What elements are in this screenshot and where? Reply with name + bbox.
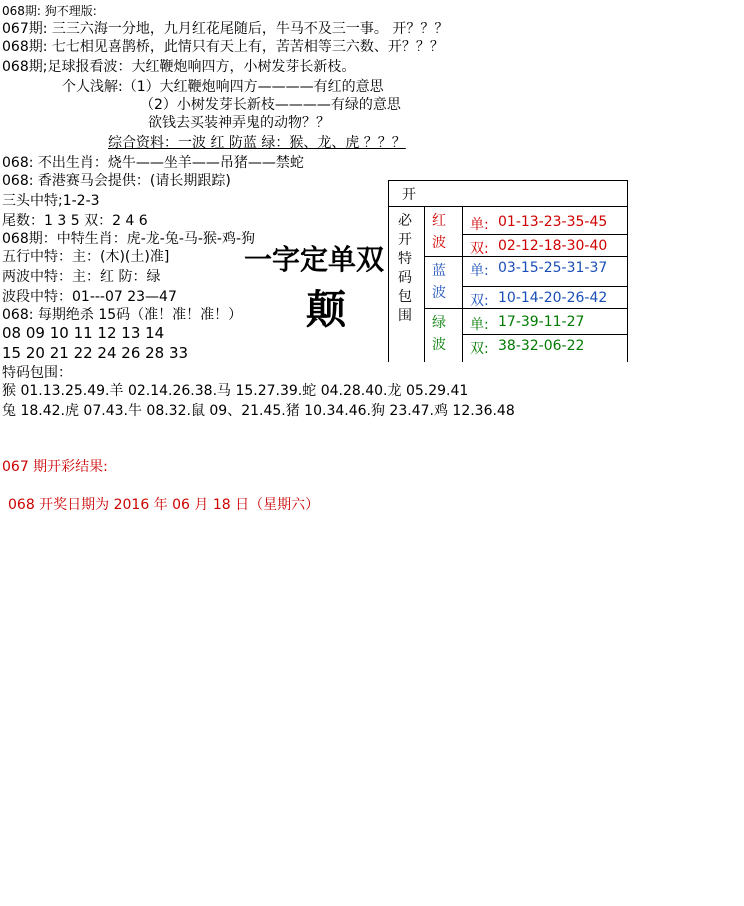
- red-even-numbers: 02-12-18-30-40: [498, 238, 608, 254]
- green-wave-label: 绿波: [432, 315, 446, 353]
- issue-title: 068期: 狗不理版:: [2, 4, 97, 18]
- table-header: 开: [402, 187, 416, 203]
- excluded-zodiac: 068: 不出生肖：烧牛——坐羊——吊猪——禁蛇: [2, 155, 304, 171]
- blue-wave-label: 蓝波: [432, 263, 446, 301]
- green-odd-numbers: 17-39-11-27: [498, 314, 585, 330]
- blue-even-tag: 双:: [470, 293, 489, 309]
- green-even-tag: 双:: [470, 341, 489, 357]
- kill-15-header: 068: 每期绝杀 15码（准！准！准！）: [2, 307, 243, 323]
- jockey-club-header: 068: 香港赛马会提供：(请长期跟踪): [2, 173, 231, 189]
- interpretation-1: 个人浅解:（1）大红鞭炮响四方————有红的意思: [62, 79, 384, 95]
- zodiac-picks: 068期：中特生肖：虎-龙-兔-马-猴-鸡-狗: [2, 231, 256, 247]
- question-line: 欲钱去买装神弄鬼的动物？？: [148, 115, 330, 131]
- riddle-068: 068期: 七七相见喜鹊桥，此情只有天上有，苦苦相等三六数、开？？？: [2, 39, 444, 55]
- top-three-heads: 三头中特;1-2-3: [2, 193, 100, 209]
- tail-numbers: 尾数：1 3 5 双：2 4 6: [2, 213, 148, 229]
- result-067: 067 期开彩结果:: [2, 459, 108, 475]
- special-code-table: [388, 180, 628, 362]
- stamp-char: 颠: [306, 286, 346, 333]
- kill-numbers-1: 08 09 10 11 12 13 14: [2, 324, 165, 342]
- special-code-header: 特码包围：: [2, 365, 72, 381]
- riddle-067: 067期: 三三六海一分地，九月红花尾随后，牛马不及三一事。 开？？？: [2, 21, 449, 37]
- red-odd-numbers: 01-13-23-35-45: [498, 214, 608, 230]
- interpretation-2: （2）小树发芽长新枝————有绿的意思: [140, 97, 401, 113]
- football-wave-riddle: 068期;足球报看波：大红鞭炮响四方，小树发芽长新枝。: [2, 59, 356, 75]
- zodiac-numbers-1: 猴 01.13.25.49.羊 02.14.26.38.马 15.27.39.蛇 04.28.40.龙 05.29.41: [2, 383, 469, 399]
- summary-line: 综合资料：一波 红 防蓝 绿：猴、龙、虎 ？？？: [108, 135, 406, 151]
- green-odd-tag: 单:: [470, 317, 489, 333]
- red-wave-label: 红波: [432, 213, 446, 251]
- blue-even-numbers: 10-14-20-26-42: [498, 290, 608, 306]
- wave-range: 波段中特：01---07 23—47: [2, 289, 177, 305]
- table-left-label: 必开特码包围: [398, 213, 412, 324]
- red-even-tag: 双:: [470, 241, 489, 257]
- draw-date-068: 068 开奖日期为 2016 年 06 月 18 日（星期六）: [8, 497, 320, 513]
- kill-numbers-2: 15 20 21 22 24 26 28 33: [2, 344, 189, 362]
- blue-odd-numbers: 03-15-25-31-37: [498, 260, 608, 276]
- five-elements: 五行中特：主：(木)(土)准]: [2, 249, 170, 265]
- green-even-numbers: 38-32-06-22: [498, 338, 585, 354]
- stamp-phrase: 一字定单双: [244, 243, 385, 276]
- zodiac-numbers-2: 兔 18.42.虎 07.43.牛 08.32.鼠 09、21.45.猪 10.34.46.狗 23.47.鸡 12.36.48: [2, 403, 515, 419]
- red-odd-tag: 单:: [470, 217, 489, 233]
- blue-odd-tag: 单:: [470, 263, 489, 279]
- two-waves: 两波中特：主：红 防：绿: [2, 269, 161, 285]
